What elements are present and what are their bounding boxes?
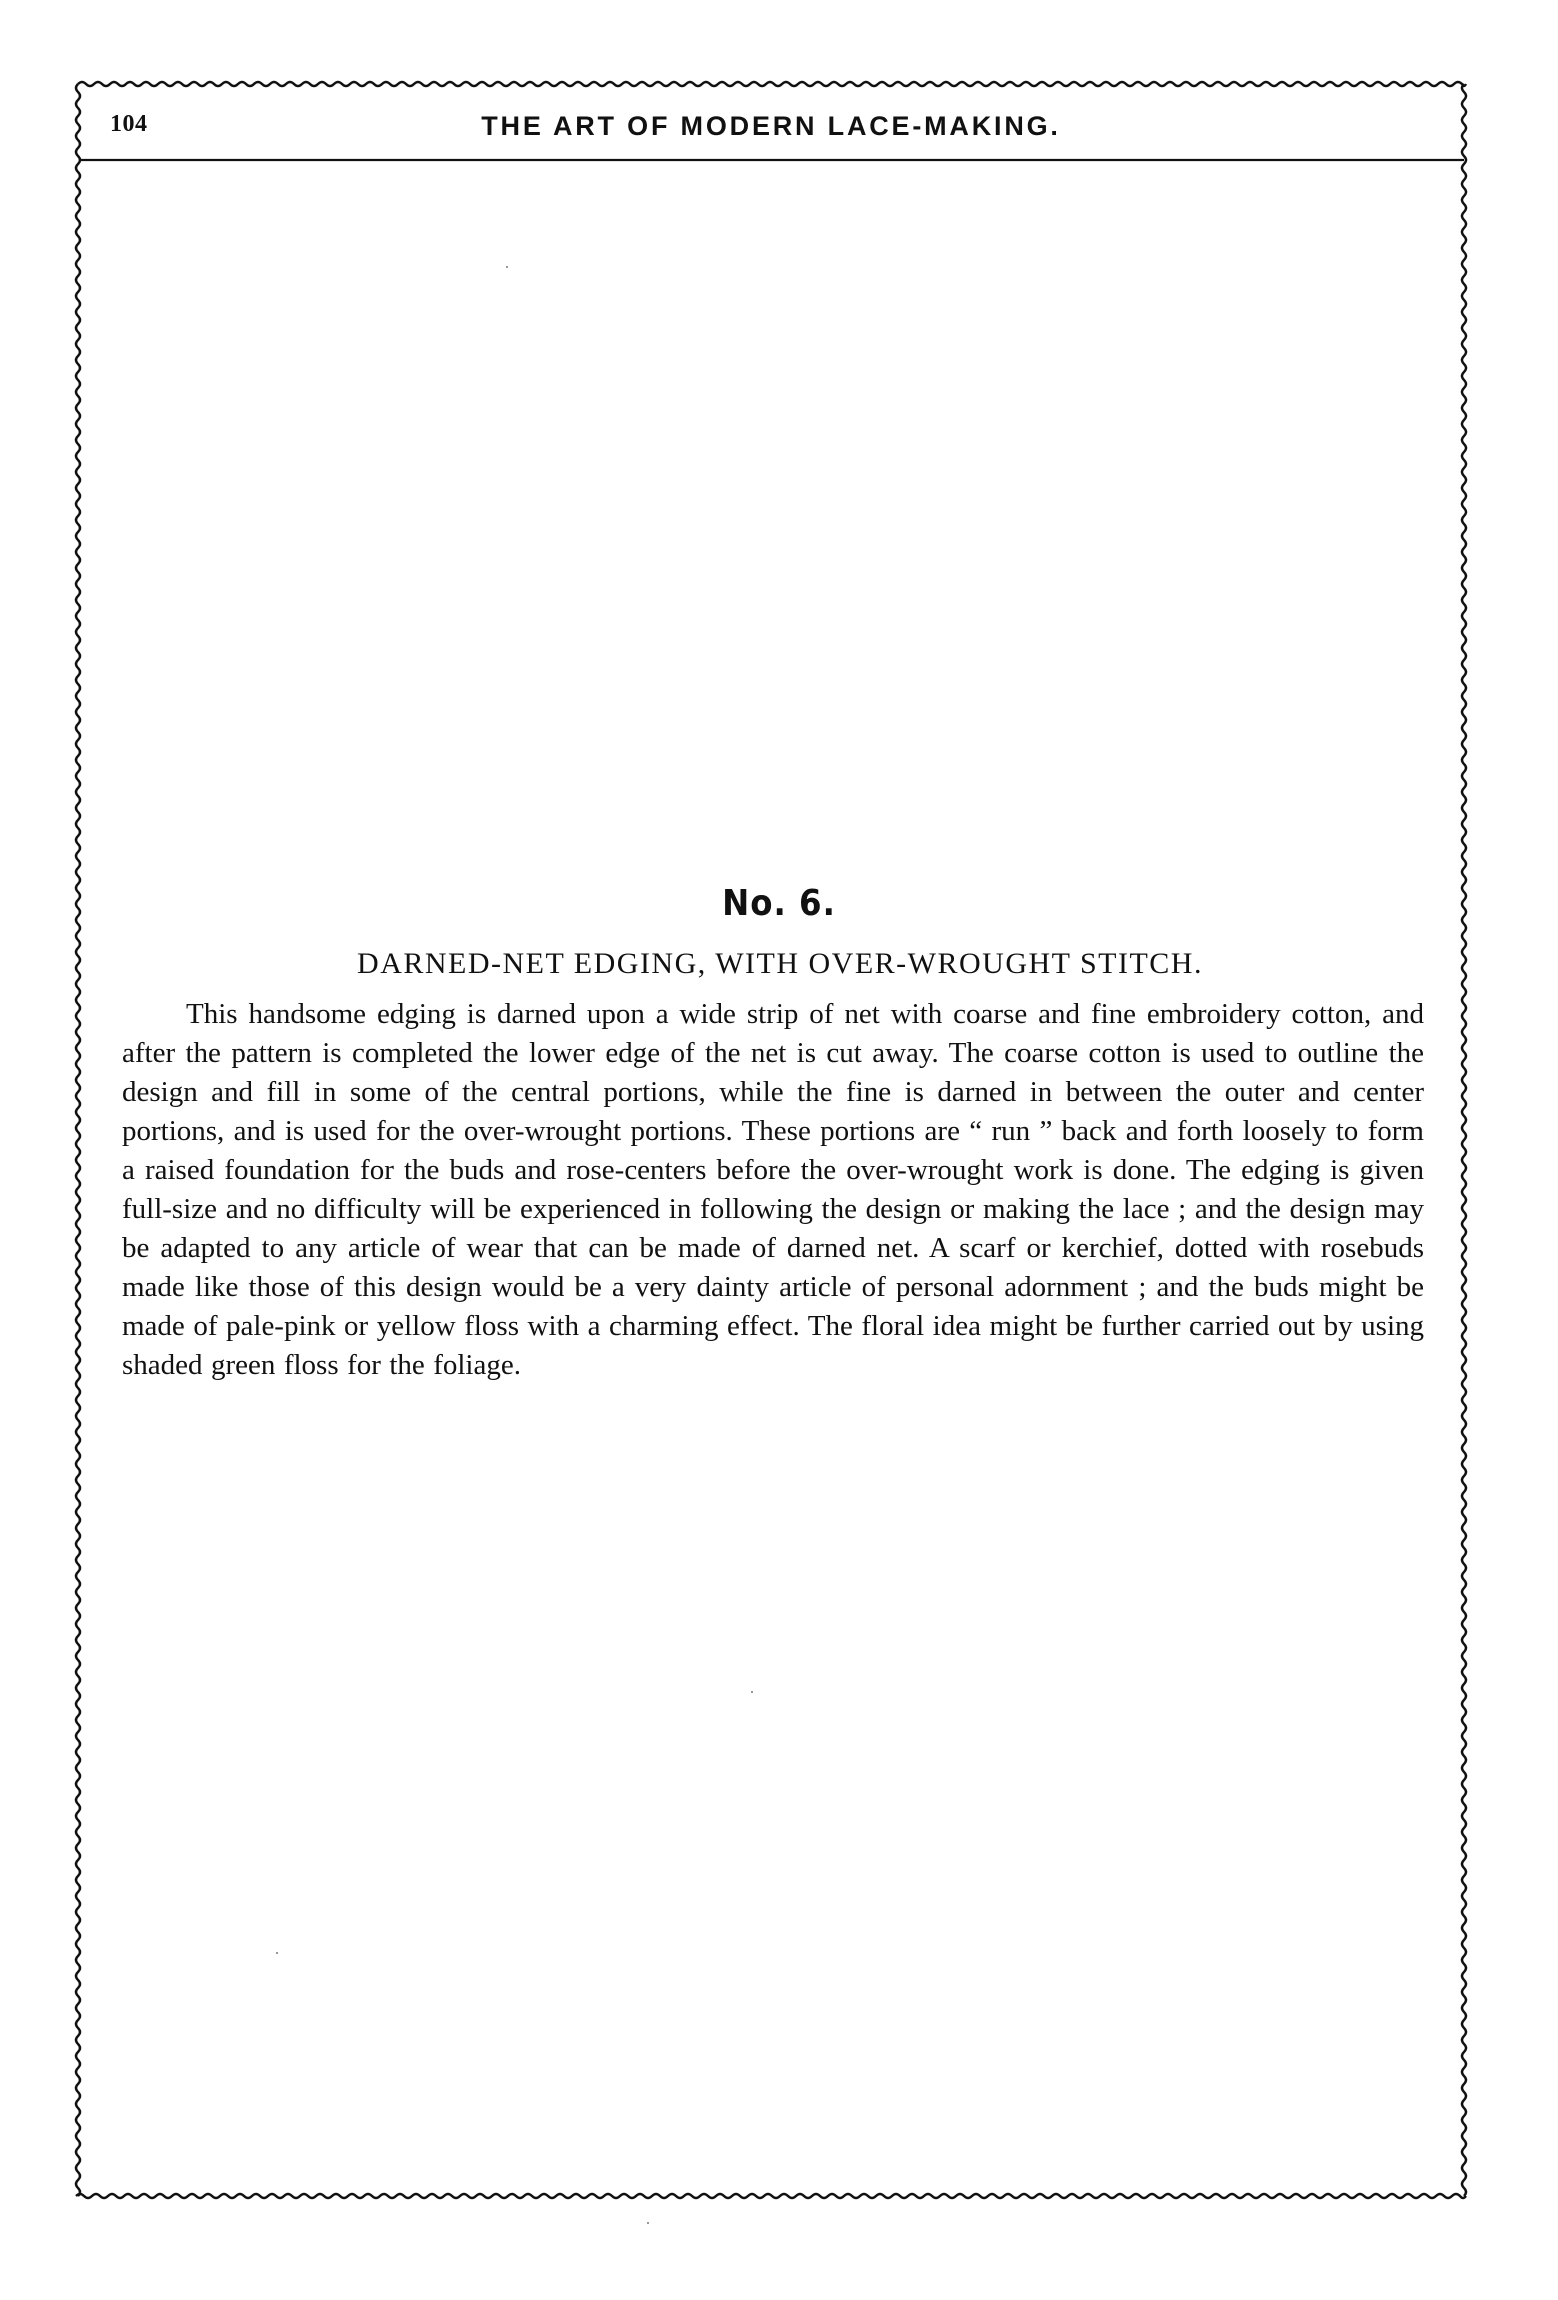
pattern-entry	[122, 880, 1424, 1414]
entry-body-text: This handsome edging is darned upon a wide strip of net with coarse and fine embroidery cotton, and after the pattern is completed the lower edge of the net is cut away. The coarse cotton is used to outline the design and fill in some of the central portions, while the fine is darned in between the outer and center portions, and is used for the over-wrought portions. These portions are “ run ” back and forth loosely to form a raised foundation for the buds and rose-centers before the over-wrought work is done. The edging is given full-size and no difficulty will be experienced in following the design or making the lace ; and the design may be adapted to any article of wear that can be made of darned net. A scarf or kerchief, dotted with rosebuds made like those of this design would be a very dainty article of personal adornment ; and the buds might be made of pale-pink or yellow floss with a charming effect. The floral idea might be further carried out by using shaded green floss for the foliage.	[122, 998, 1424, 1381]
print-speck	[506, 266, 508, 268]
print-speck	[647, 2222, 649, 2224]
page-header	[78, 78, 1464, 160]
running-title: THE ART OF MODERN LACE-MAKING.	[481, 111, 1061, 141]
entry-heading: DARNED-NET EDGING, WITH OVER-WROUGHT STITCH.	[357, 947, 1203, 980]
print-speck	[276, 1952, 278, 1954]
entry-number: No. 6.	[722, 883, 836, 924]
wavy-border-bottom	[76, 2194, 1466, 2198]
wavy-border-right	[1462, 84, 1466, 2196]
wavy-border-left	[76, 84, 80, 2196]
print-speck	[751, 1691, 753, 1693]
page-number: 104	[110, 111, 148, 137]
